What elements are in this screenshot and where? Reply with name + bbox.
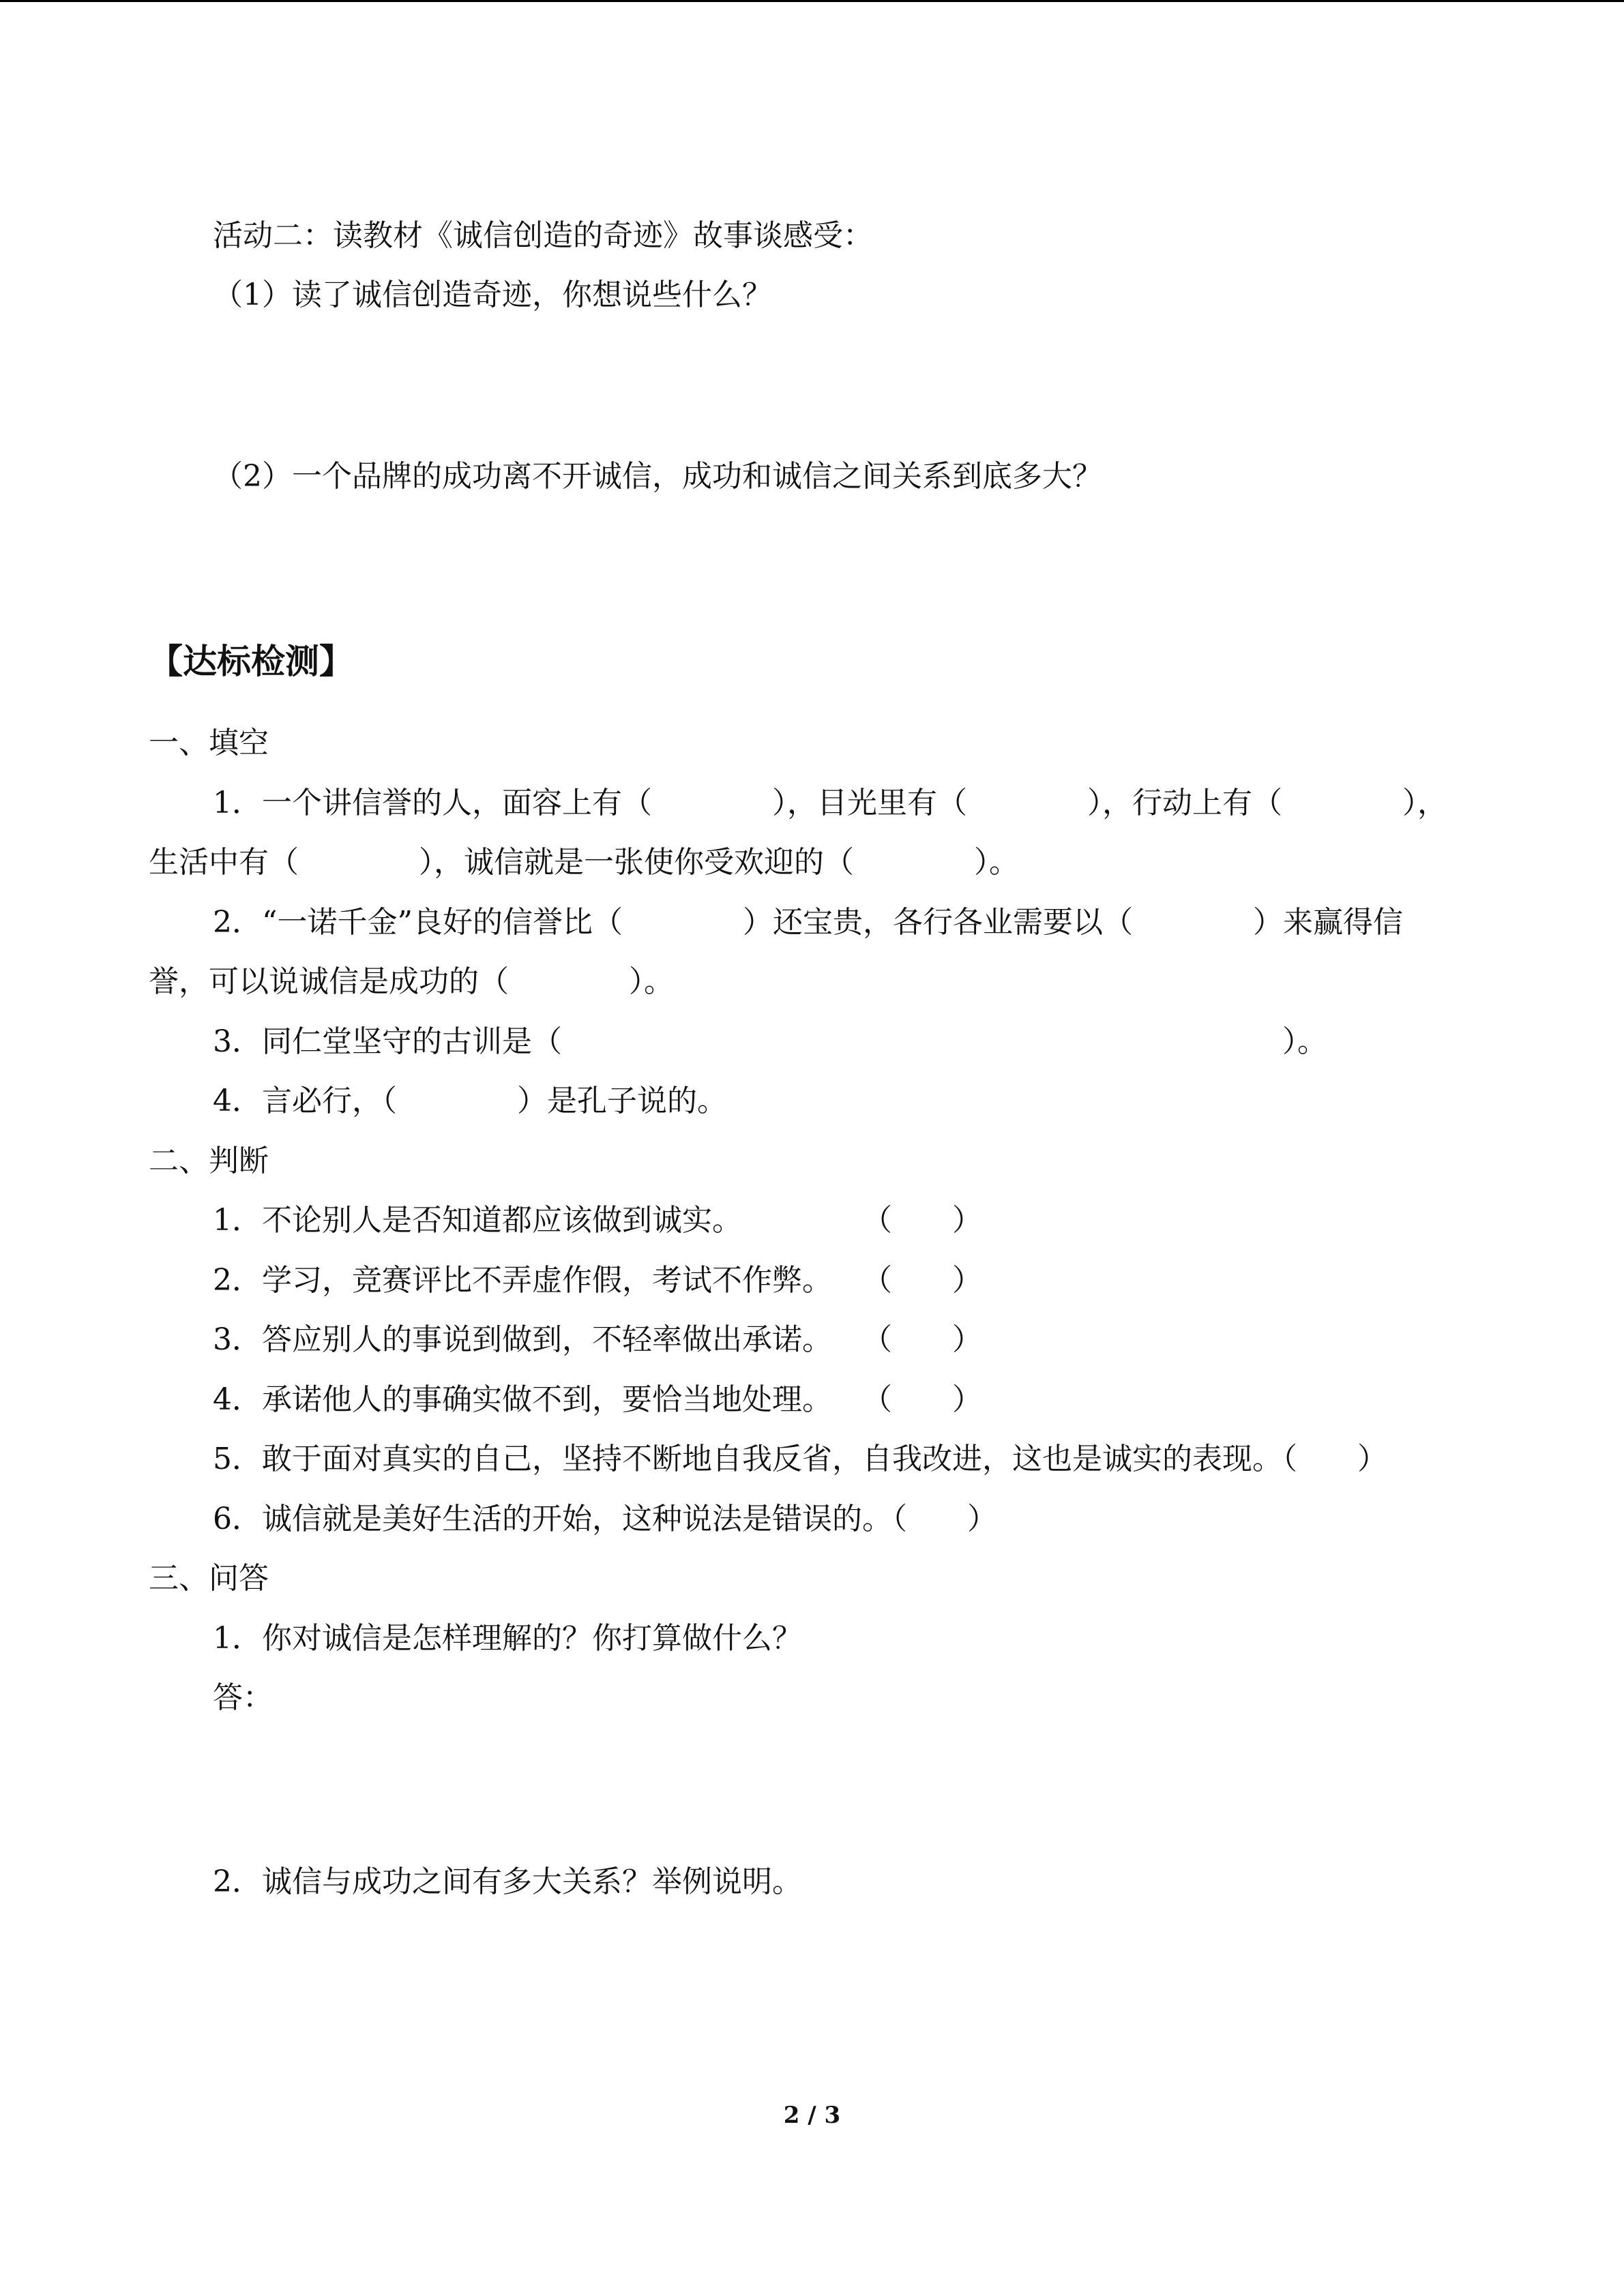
- fill-item-2-line-2: 誉，可以说诚信是成功的（ ）。: [149, 964, 674, 999]
- fill-item-1-line-1: 1．一个讲信誉的人，面容上有（ ），目光里有（ ），行动上有（ ），: [213, 786, 1447, 820]
- fill-section-title: 一、填空: [149, 726, 269, 760]
- qa-item-2: 2．诚信与成功之间有多大关系？举例说明。: [213, 1864, 802, 1899]
- fill-item-4: 4．言必行，（ ）是孔子说的。: [213, 1084, 727, 1118]
- judge-item-3: 3．答应别人的事说到做到，不轻率做出承诺。 （ ）: [213, 1322, 982, 1357]
- fill-item-3: 3．同仁堂坚守的古训是（ ）。: [213, 1024, 1327, 1059]
- judge-item-2: 2．学习，竞赛评比不弄虚作假，考试不作弊。 （ ）: [213, 1263, 982, 1298]
- judge-item-6: 6．诚信就是美好生活的开始，这种说法是错误的。（ ）: [213, 1502, 997, 1536]
- qa-answer-label: 答：: [213, 1680, 273, 1715]
- fill-item-1-line-2: 生活中有（ ），诚信就是一张使你受欢迎的（ ）。: [149, 845, 1019, 880]
- activity2-title: 活动二：读教材《诚信创造的奇迹》故事谈感受：: [213, 218, 873, 253]
- qa-item-1: 1．你对诚信是怎样理解的？你打算做什么？: [213, 1621, 802, 1656]
- page-number: 2 / 3: [783, 2102, 841, 2129]
- judge-item-4: 4．承诺他人的事确实做不到，要恰当地处理。 （ ）: [213, 1382, 982, 1417]
- judge-section-title: 二、判断: [149, 1144, 269, 1178]
- page-top-border: [0, 0, 1624, 2]
- judge-item-5: 5．敢于面对真实的自己，坚持不断地自我反省，自我改进，这也是诚实的表现。（ ）: [213, 1442, 1387, 1476]
- judge-item-1: 1．不论别人是否知道都应该做到诚实。 （ ）: [213, 1203, 982, 1238]
- activity2-question-1: （1）读了诚信创造奇迹，你想说些什么？: [213, 278, 772, 312]
- fill-item-2-line-1: 2．“一诺千金”良好的信誉比（ ）还宝贵，各行各业需要以（ ）来赢得信: [213, 905, 1403, 940]
- qa-section-title: 三、问答: [149, 1561, 269, 1596]
- activity2-question-2: （2）一个品牌的成功离不开诚信，成功和诚信之间关系到底多大？: [213, 459, 1102, 494]
- section-heading: 【达标检测】: [149, 642, 353, 681]
